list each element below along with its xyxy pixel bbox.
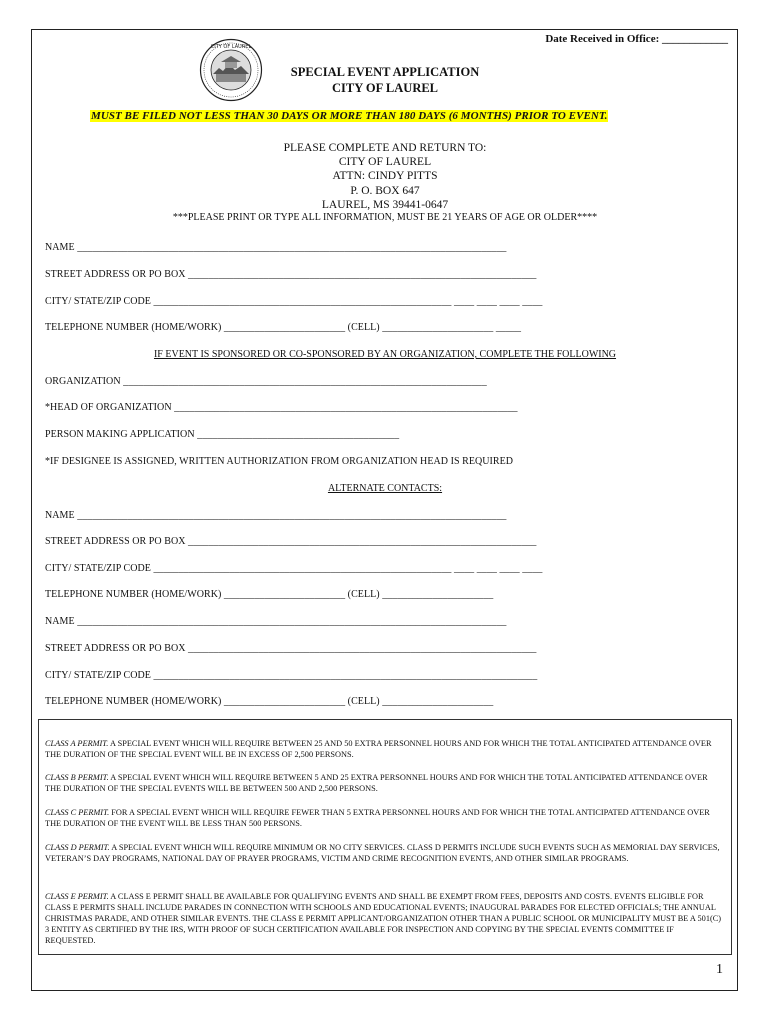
applicant-street-field[interactable]: STREET ADDRESS OR PO BOX _____________________________________________________________________: [45, 269, 537, 280]
permit-class-e: [45, 891, 725, 946]
alt1-city-field[interactable]: CITY/ STATE/ZIP CODE ___________________________________________________________ ____ ____ ____ ____: [45, 563, 543, 574]
alt1-street-field[interactable]: STREET ADDRESS OR PO BOX _____________________________________________________________________: [45, 536, 537, 547]
applicant-name-field[interactable]: NAME _____________________________________________________________________________________: [45, 242, 507, 253]
return-city: CITY OF LAUREL: [338, 156, 432, 168]
alt2-phone-field[interactable]: TELEPHONE NUMBER (HOME/WORK) ________________________ (CELL) ______________________: [45, 696, 494, 707]
return-attn: ATTN: CINDY PITTS: [332, 170, 438, 182]
permit-class-a: [45, 738, 725, 760]
alt2-city-field[interactable]: CITY/ STATE/ZIP CODE ____________________________________________________________________________: [45, 670, 538, 681]
permit-class-b-label: CLASS B PERMIT.: [45, 773, 109, 782]
permit-class-e-label: CLASS E PERMIT.: [45, 892, 109, 901]
date-received-field[interactable]: Date Received in Office: ____________: [545, 33, 728, 45]
form-subtitle: CITY OF LAUREL: [331, 81, 439, 95]
permit-class-a-text: A SPECIAL EVENT WHICH WILL REQUIRE BETWEEN 25 AND 50 EXTRA PERSONNEL HOURS AND FOR WHICH THE TOTAL ANTICIPATED ATTENDANCE OVER THE DURATION OF THE SPECIAL EVENT WILL BE IN EXCESS OF 2,500 PERSONS.: [45, 739, 712, 759]
permit-class-e-text: A CLASS E PERMIT SHALL BE AVAILABLE FOR QUALIFYING EVENTS AND SHALL BE EXEMPT FROM FEES, DEPOSITS AND COSTS. EVENTS ELIGIBLE FOR CLASS E PERMITS SHALL INCLUDE PARADES IN CONNECTION WITH SCHOOLS AND EDUCATIONAL EVENTS; INAUGURAL PARADES FOR ELECTED OFFICIALS; THE ANNUAL CHRISTMAS PARADE, AND OTHER SIMILAR EVENTS. THE CLASS E PERMIT APPLICANT/ORGANIZATION OTHER THAN A PUBLIC SCHOOL OR MUNICIPALITY MUST BE A 501(C) 3 ENTITY AS CERTIFIED BY THE IRS, WITH PROOF OF SUCH CERTIFICATION AVAILABLE FOR INSPECTION AND COPYING BY THE SPECIAL EVENTS COMMITTEE IF REQUESTED.: [45, 892, 722, 945]
organization-field[interactable]: ORGANIZATION ________________________________________________________________________: [45, 376, 487, 387]
permit-class-a-label: CLASS A PERMIT.: [45, 739, 109, 748]
permit-class-d-label: CLASS D PERMIT.: [45, 843, 110, 852]
page-number: 1: [716, 962, 723, 977]
head-of-organization-field[interactable]: *HEAD OF ORGANIZATION ____________________________________________________________________: [45, 402, 518, 413]
form-title: SPECIAL EVENT APPLICATION: [290, 65, 480, 79]
filing-deadline-warning: MUST BE FILED NOT LESS THAN 30 DAYS OR MORE THAN 180 DAYS (6 MONTHS) PRIOR TO EVENT.: [91, 110, 608, 122]
alt1-phone-field[interactable]: TELEPHONE NUMBER (HOME/WORK) ________________________ (CELL) ______________________: [45, 589, 494, 600]
permit-class-c-label: CLASS C PERMIT.: [45, 808, 110, 817]
alt2-street-field[interactable]: STREET ADDRESS OR PO BOX _____________________________________________________________________: [45, 643, 537, 654]
applicant-phone-field[interactable]: TELEPHONE NUMBER (HOME/WORK) ________________________ (CELL) ______________________ _____: [45, 322, 522, 333]
person-making-application-field[interactable]: PERSON MAKING APPLICATION ________________________________________: [45, 429, 400, 440]
return-po-box: P. O. BOX 647: [350, 185, 420, 197]
permit-class-b: [45, 772, 725, 794]
applicant-city-field[interactable]: CITY/ STATE/ZIP CODE ___________________________________________________________ ____ ____ ____ ____: [45, 296, 543, 307]
alternate-contacts-heading: ALTERNATE CONTACTS:: [327, 483, 443, 494]
return-instruction: PLEASE COMPLETE AND RETURN TO:: [283, 142, 487, 154]
permit-class-c-text: FOR A SPECIAL EVENT WHICH WILL REQUIRE FEWER THAN 5 EXTRA PERSONNEL HOURS AND FOR WHICH THE TOTAL ANTICIPATED ATTENDANCE OVER THE DURATION OF THE EVENT WILL BE LESS THAN 500 PERSONS.: [45, 808, 710, 828]
organization-heading: IF EVENT IS SPONSORED OR CO-SPONSORED BY AN ORGANIZATION, COMPLETE THE FOLLOWING: [153, 349, 617, 360]
permit-class-b-text: A SPECIAL EVENT WHICH WILL REQUIRE BETWEEN 5 AND 25 EXTRA PERSONNEL HOURS AND FOR WHICH THE TOTAL ANTICIPATED ATTENDANCE OVER THE DURATION OF THE SPECIAL EVENTS WILL BE BETWEEN 500 AND 2,500 PERSONS.: [45, 773, 708, 793]
permit-class-d: [45, 842, 725, 864]
permit-class-c: [45, 807, 725, 829]
permit-class-d-text: A SPECIAL EVENT WHICH WILL REQUIRE MINIMUM OR NO CITY SERVICES. CLASS D PERMITS INCLUDE SUCH EVENTS SUCH AS MEMORIAL DAY SERVICES, VETERAN’S DAY PROGRAMS, NATIONAL DAY OF PRAYER PROGRAMS, VICTIM AND CRIME RECOGNITION EVENTS, AND OTHER SIMILAR PROGRAMS.: [45, 843, 720, 863]
print-note: ***PLEASE PRINT OR TYPE ALL INFORMATION, MUST BE 21 YEARS OF AGE OR OLDER****: [172, 212, 598, 223]
designee-note: *IF DESIGNEE IS ASSIGNED, WRITTEN AUTHORIZATION FROM ORGANIZATION HEAD IS REQUIRED: [45, 456, 514, 467]
return-city-state-zip: LAUREL, MS 39441-0647: [321, 199, 449, 211]
alt2-name-field[interactable]: NAME _____________________________________________________________________________________: [45, 616, 507, 627]
svg-text:CITY OF LAUREL: CITY OF LAUREL: [210, 44, 252, 50]
alt1-name-field[interactable]: NAME _____________________________________________________________________________________: [45, 510, 507, 521]
